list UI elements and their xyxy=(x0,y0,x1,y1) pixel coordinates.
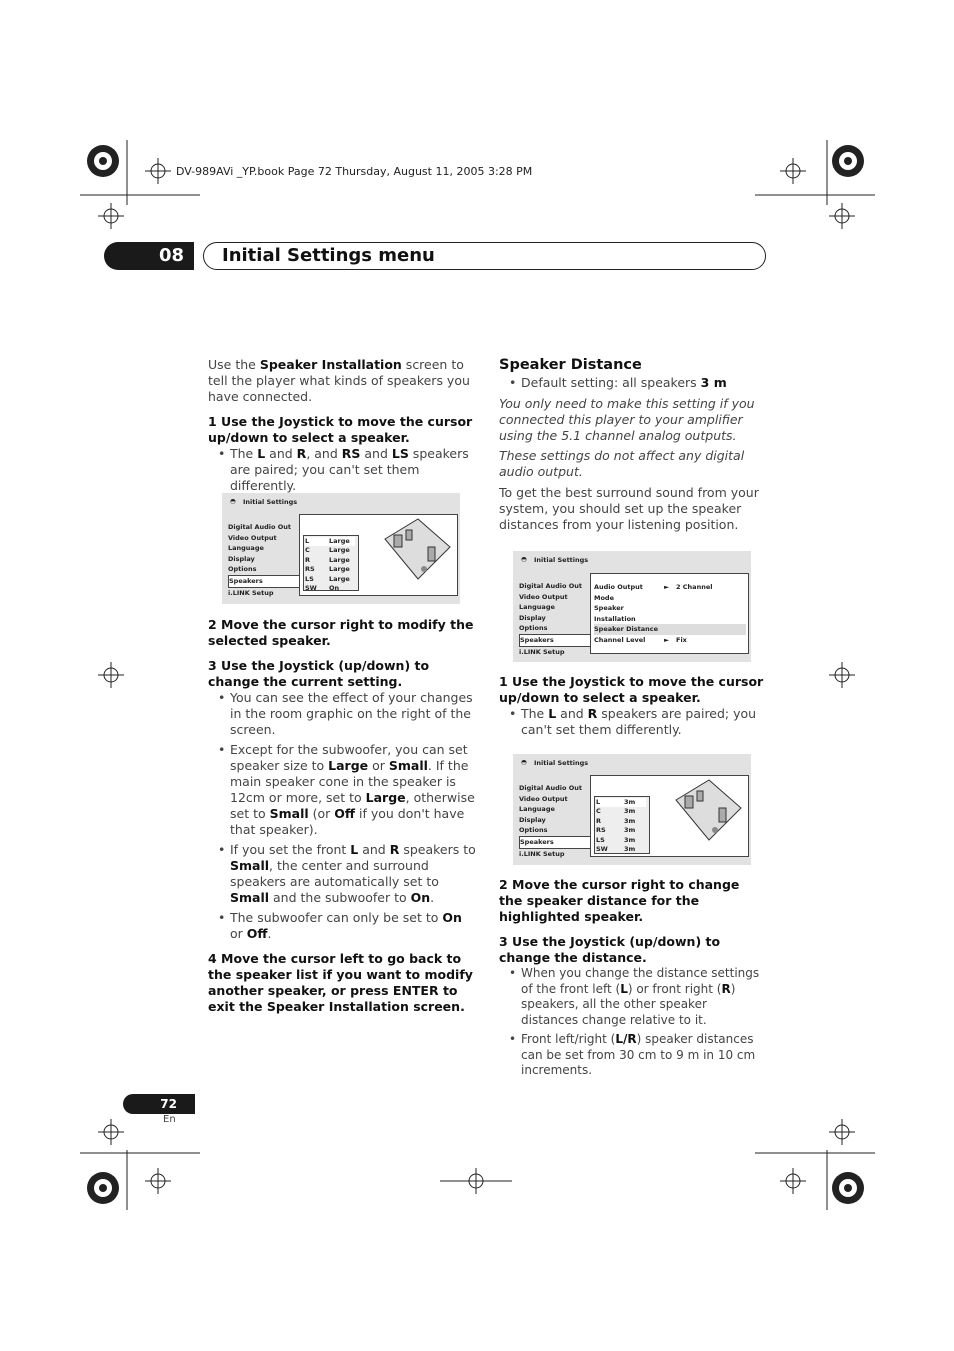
crosshair-icon xyxy=(98,203,124,229)
bullet-paired: • The L and R, and RS and LS speakers are paired; you can't set them differently. xyxy=(218,446,476,494)
menu-item: i.LINK Setup xyxy=(519,849,565,858)
section-heading: Speaker Distance xyxy=(499,357,642,373)
left-column-lower xyxy=(208,617,476,1015)
speaker-distance-screen xyxy=(513,754,751,865)
room-graphic-icon xyxy=(671,778,745,848)
menu-item: Options xyxy=(519,826,548,835)
file-info-line: DV-989AVi _YP.book Page 72 Thursday, August 11, 2005 3:28 PM xyxy=(176,165,533,178)
step-1: 1 Use the Joystick to move the cursor up/down to select a speaker. xyxy=(208,414,473,445)
step-4: 4 Move the cursor left to go back to the speaker list if you want to modify another speaker, or press ENTER to exit the Speaker Installation screen. xyxy=(208,951,473,1014)
default-setting: • Default setting: all speakers 3 m xyxy=(509,375,767,391)
crosshair-icon xyxy=(780,158,806,184)
menu-list xyxy=(228,522,300,598)
crosshair-icon xyxy=(829,662,855,688)
crosshair-icon xyxy=(145,1168,171,1194)
initial-settings-speakers-screen xyxy=(513,551,751,662)
chapter-title: Initial Settings menu xyxy=(222,245,435,266)
menu-item: Video Output xyxy=(519,794,568,803)
menu-item: Digital Audio Out xyxy=(519,582,583,590)
menu-item: Display xyxy=(519,815,546,824)
disc-icon: ◓ xyxy=(521,758,527,766)
menu-item: i.LINK Setup xyxy=(228,588,274,597)
settings-panel xyxy=(590,573,749,654)
menu-item: Digital Audio Out xyxy=(228,523,292,531)
bullet-subwoofer: • The subwoofer can only be set to On or Off. xyxy=(218,910,476,942)
screen-title: Initial Settings xyxy=(534,759,589,767)
crosshair-icon xyxy=(440,1168,512,1194)
bullet-size: • Except for the subwoofer, you can set speaker size to Large or Small. If the main speaker cone in the speaker is 12cm or more, set to Large, otherwise set to Small (or Off if you don't have that speaker). xyxy=(218,742,476,838)
step-2-distance: 2 Move the cursor right to change the speaker distance for the highlighted speaker. xyxy=(499,877,740,924)
menu-item: Language xyxy=(519,603,555,612)
distance-paragraph: To get the best surround sound from your system, you should set up the speaker distances from your listening position. xyxy=(499,485,759,532)
bullet-lr-paired: • The L and R speakers are paired; you can't set them differently. xyxy=(509,706,767,738)
intro-paragraph: Use the Speaker Installation screen to tell the player what kinds of speakers you have connected. xyxy=(208,357,470,404)
menu-item: i.LINK Setup xyxy=(519,647,565,656)
page-number: 72 xyxy=(123,1094,195,1114)
menu-item-selected: Speakers xyxy=(519,634,591,647)
chapter-number: 08 xyxy=(104,242,194,270)
crosshair-icon xyxy=(829,1119,855,1145)
step-3: 3 Use the Joystick (up/down) to change the current setting. xyxy=(208,658,430,689)
crosshair-icon xyxy=(829,203,855,229)
options-list: Audio Output Mode ► 2 Channel Speaker Installation Speaker Distance Channel Level ► Fix xyxy=(594,582,746,646)
right-column-mid xyxy=(499,674,767,738)
right-column xyxy=(499,357,767,533)
disc-icon: ◓ xyxy=(521,555,527,563)
crosshair-icon xyxy=(145,158,171,184)
menu-list xyxy=(519,783,591,859)
menu-item: Display xyxy=(228,554,255,563)
left-column xyxy=(208,357,476,494)
menu-item-selected: Speakers xyxy=(519,836,591,849)
bullet-effect: • You can see the effect of your changes in the room graphic on the right of the screen. xyxy=(218,690,476,738)
screen-title: Initial Settings xyxy=(534,556,589,564)
language-label: En xyxy=(163,1114,176,1125)
disc-icon: ◓ xyxy=(230,497,236,505)
settings-panel xyxy=(299,514,458,596)
menu-item: Options xyxy=(519,624,548,633)
menu-item: Options xyxy=(228,565,257,574)
menu-item: Language xyxy=(519,805,555,814)
speaker-rows: L 3m C 3m R 3m RS 3m LS 3m SW 3m xyxy=(596,798,646,854)
menu-item: Video Output xyxy=(228,533,277,542)
screen-title: Initial Settings xyxy=(243,498,298,506)
crosshair-icon xyxy=(98,1119,124,1145)
right-column-lower xyxy=(499,877,767,1079)
crosshair-icon xyxy=(780,1168,806,1194)
menu-item: Digital Audio Out xyxy=(519,784,583,792)
menu-item: Video Output xyxy=(519,592,568,601)
menu-item: Display xyxy=(519,613,546,622)
settings-panel xyxy=(590,775,749,857)
speaker-installation-screen xyxy=(222,493,460,604)
menu-item-selected: Speakers xyxy=(228,575,300,588)
bullet-relative: • When you change the distance settings of the front left (L) or front right (R) speakers, all the other speaker distances change relative to it. xyxy=(509,966,767,1028)
step-1-distance: 1 Use the Joystick to move the cursor up/down to select a speaker. xyxy=(499,674,764,705)
step-3-distance: 3 Use the Joystick (up/down) to change the distance. xyxy=(499,934,721,965)
note-analog: You only need to make this setting if you connected this player to your amplifier using the 5.1 channel analog outputs. xyxy=(499,396,755,443)
menu-item: Language xyxy=(228,544,264,553)
note-digital: These settings do not affect any digital audio output. xyxy=(499,448,745,479)
room-graphic-icon xyxy=(380,517,454,587)
bullet-range: • Front left/right (L/R) speaker distances can be set from 30 cm to 9 m in 10 cm increments. xyxy=(509,1032,767,1079)
step-2: 2 Move the cursor right to modify the selected speaker. xyxy=(208,617,474,648)
crosshair-icon xyxy=(98,662,124,688)
speaker-rows: L Large C Large R Large RS Large LS Large SW On xyxy=(305,537,355,593)
menu-list xyxy=(519,581,591,657)
bullet-front-small: • If you set the front L and R speakers to Small, the center and surround speakers are automatically set to Small and the subwoofer to On. xyxy=(218,842,476,906)
